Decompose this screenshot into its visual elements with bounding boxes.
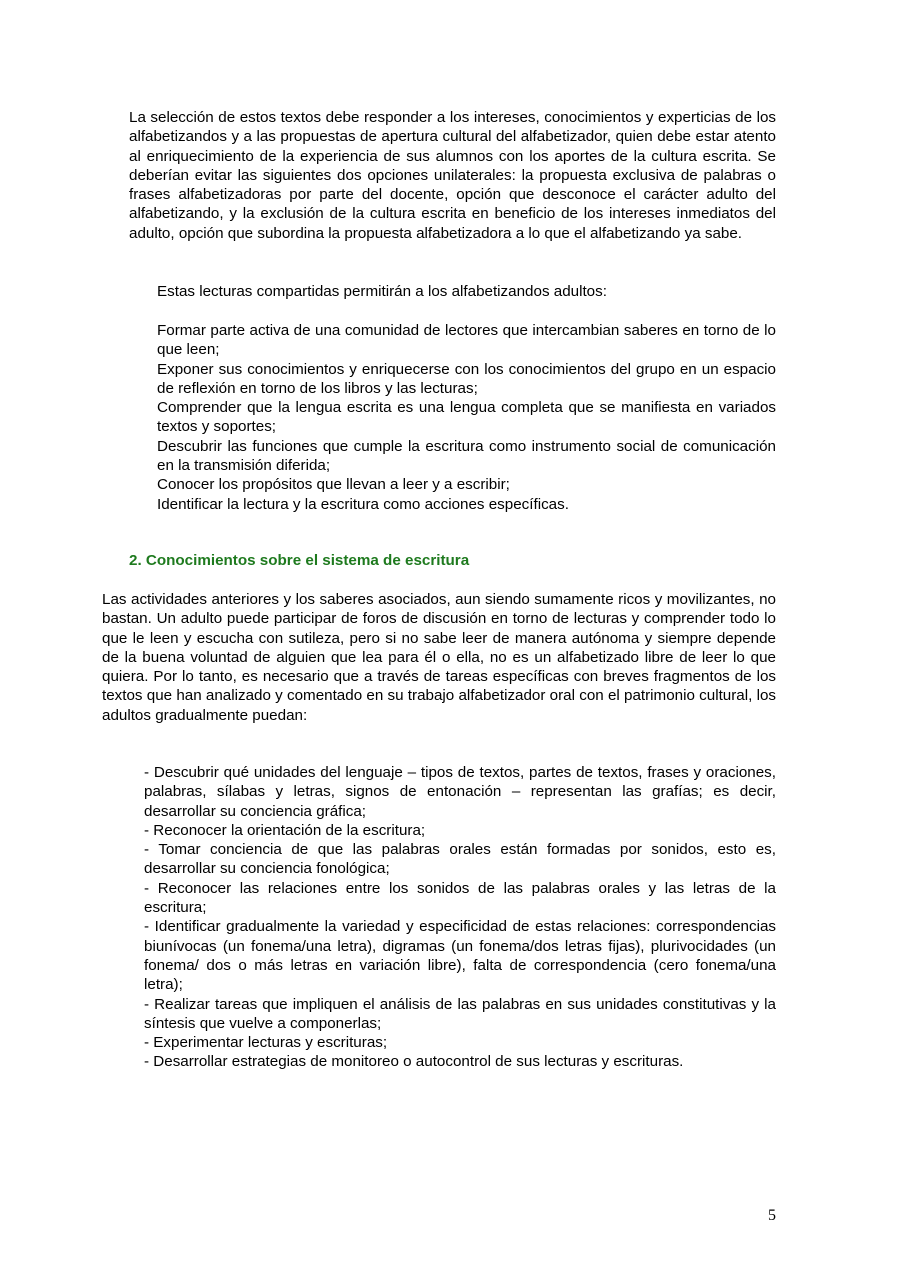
paragraph-writing-system: Las actividades anteriores y los saberes asociados, aun siendo sumamente ricos y movilizantes, no bastan. Un adulto puede participar de foros de discusión en torno de lecturas y comprender todo lo que le leen y escucha con sutileza, pero si no sabe leer de manera autónoma y siempre depende de la buena voluntad de alguien que lea para él o ella, no es un alfabetizado libre de leer lo que quiera. Por lo tanto, es necesario que a través de tareas específicas con breves fragmentos de los textos que han analizado y comentado en su trabajo alfabetizador oral con el patrimonio cultural, los adultos gradualmente puedan:: [102, 591, 776, 724]
list-item: Comprender que la lengua escrita es una lengua completa que se manifiesta en variados textos y soportes;: [157, 399, 776, 436]
list-item: - Descubrir qué unidades del lenguaje – tipos de textos, partes de textos, frases y oraciones, palabras, sílabas y letras, signos de entonación – representan las grafías; es decir, desarrollar su conciencia gráfica;: [144, 764, 776, 820]
list-item: - Desarrollar estrategias de monitoreo o autocontrol de sus lecturas y escrituras.: [144, 1053, 684, 1071]
shared-readings-list: [157, 321, 776, 514]
list-item: Formar parte activa de una comunidad de lectores que intercambian saberes en torno de lo que leen;: [157, 322, 776, 359]
paragraph-shared-readings-intro: Estas lecturas compartidas permitirán a los alfabetizandos adultos:: [157, 283, 607, 300]
writing-system-skills-list: [144, 763, 776, 1072]
list-item: - Reconocer las relaciones entre los sonidos de las palabras orales y las letras de la escritura;: [144, 879, 776, 917]
section-heading: 2. Conocimientos sobre el sistema de escritura: [129, 552, 470, 569]
list-item: Identificar la lectura y la escritura como acciones específicas.: [157, 495, 569, 513]
paragraph-text-selection: La selección de estos textos debe responder a los intereses, conocimientos y experticias de los alfabetizandos y a las propuestas de apertura cultural del alfabetizador, quien debe estar atento al enriquecimiento de la experiencia de sus alumnos con los aportes de la cultura escrita. Se deberían evitar las siguientes dos opciones unilaterales: la propuesta exclusiva de palabras o frases alfabetizadoras por parte del docente, opción que desconoce el carácter adulto del alfabetizando, y la exclusión de la cultura escrita en beneficio de los intereses inmediatos del adulto, opción que subordina la propuesta alfabetizadora a lo que el alfabetizando ya sabe.: [129, 109, 776, 242]
list-item: - Reconocer la orientación de la escritura;: [144, 821, 426, 839]
list-item: - Tomar conciencia de que las palabras orales están formadas por sonidos, esto es, desarrollar su conciencia fonológica;: [144, 841, 776, 878]
list-item: - Experimentar lecturas y escrituras;: [144, 1034, 388, 1052]
list-item: Descubrir las funciones que cumple la escritura como instrumento social de comunicación en la transmisión diferida;: [157, 437, 776, 475]
list-item: - Identificar gradualmente la variedad y especificidad de estas relaciones: correspondencias biunívocas (un fonema/una letra), digramas (un fonema/dos letras fijas), plurivocidades (un fonema/ dos o más letras en variación libre), falta de correspondencia (cero fonema/una letra);: [144, 918, 776, 994]
page-number: 5: [768, 1207, 776, 1224]
list-item: Exponer sus conocimientos y enriquecerse con los conocimientos del grupo en un espacio de reflexión en torno de los libros y las lecturas;: [157, 360, 776, 397]
list-item: - Realizar tareas que impliquen el análisis de las palabras en sus unidades constitutivas y la síntesis que vuelve a componerlas;: [144, 995, 776, 1032]
list-item: Conocer los propósitos que llevan a leer y a escribir;: [157, 476, 510, 494]
